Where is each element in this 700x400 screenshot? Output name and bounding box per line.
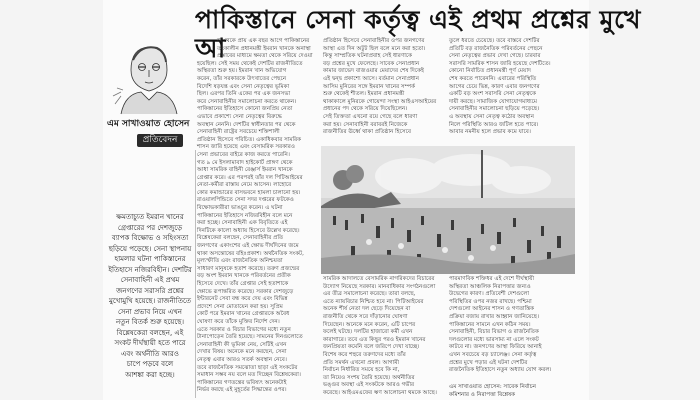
body-line: ক্ষোভে রূপান্তরিত করেছে। সরকার দেশজুড়ে [197,288,294,295]
column-rule [195,150,196,398]
body-line: করা হয়। সেনাবাহিনী বরাবরই নিজেকে [323,121,408,128]
body-line: সেনাবাহিনী রাষ্ট্রের সবচেয়ে শক্তিশালী [197,129,280,136]
body-line: পাকিস্তানের গণতন্ত্রের ভবিষ্যৎ অনেকটাই [197,379,287,386]
body-line: বিক্ষোভকারীরা ভাঙচুর করেন। এ ঘটনা [197,205,283,212]
body-line: করে সেনাবাহিনীর সমালোচনা করতে থাকেন। [197,98,297,105]
body-line: এর তীব্র সমালোচনা করেছে। তারা বলছে, [323,291,416,298]
body-line: তা নিয়েও সংশয় তৈরি হয়েছে। অর্থনীতির [323,374,415,381]
body-line: শাসন জারি হয়েছে এবং বেসামরিক সরকারও [197,144,295,151]
body-line: দেশগুলো আইনের শাসন ও গণতান্ত্রিক [449,306,535,313]
body-line: বড় প্রশ্নের মুখে ফেলেছে। সাবেক সেনাপ্রধান [323,60,420,67]
author-note-line: এম সাখাওয়াত হোসেন: সাবেক নির্বাচন [449,384,536,390]
sidebar-summary [106,212,194,380]
body-line: অনেক শীর্ষ নেতা দল ছেড়ে দিয়েছেন বা [323,306,411,313]
body-line: ইন্টারনেট সেবা বন্ধ করে দেয় এবং বিভিন্ন [197,296,288,303]
aside-line: ক্ষমতাচ্যুত ইমরান খানের [116,213,184,221]
newspaper-page [103,0,641,400]
body-line: সরাসরি সামরিক শাসন জারি হয়েছে দেশটিতে। [449,60,551,67]
body-line: নেতৃত্ব এবার আরও সতর্ক অবস্থান নেবে। [197,356,287,363]
body-line: বিদেশি ষড়যন্ত্র এবং সেনা নেতৃত্বের ভূমিকা [197,83,290,90]
body-line: সেনাবাহিনীর সমালোচনা ছড়িয়ে পড়েছে। [449,106,540,113]
body-line: কারাগারে। তবে এত কিছুর পরও ইমরান খানের [323,336,426,343]
body-column-2 [323,38,449,142]
body-column-3-lower [449,276,575,382]
body-line: কামার জাভেদ বাজওয়ার মেয়াদের শেষ দিকেই [323,68,424,75]
body-column-2-lower [323,276,449,400]
body-line: নির্ভর করছে এই মুহূর্তের সিদ্ধান্তের ওপর। [197,387,287,394]
body-line: ঘোষণা করে তাঁকে মুক্তির নির্দেশ দেন। [197,318,280,325]
body-line: এখন সবচেয়ে বড় চ্যালেঞ্জ। সেনা কর্তৃত্ব [449,351,537,358]
body-line: আসিম মুনিরের সঙ্গে ইমরান খানের সম্পর্ক [323,83,416,90]
body-line: দিনটিকে কালো অধ্যায় হিসেবে উল্লেখ করেছে। [197,227,300,234]
body-line: একটি বড় অংশ সরাসরি সেনা নেতৃত্বকে [449,91,537,98]
aside-line: আশঙ্কা করা হচ্ছে। [125,370,175,379]
body-line: প্রধানের পদ থেকে সরিয়ে দিয়েছিলেন। [323,106,408,113]
body-line: দেখার বিষয়। অনেকে মনে করছেন, সেনা [197,349,287,356]
headline: পাকিস্তানে সেনা কর্তৃত্ব এই প্রথম প্রশ্নের মুখে [195,5,641,34]
body-line: প্রদেশে সেনা মোতায়েন করা হয়। সুপ্রিম [197,303,283,310]
body-line: সেনা নেতৃত্বের প্রভাব দেখা গেছে। চারবার [449,53,541,60]
body-line: এভাবে প্রকাশ্যে সেনা নেতৃত্বের বিরুদ্ধে [197,113,282,120]
aside-line: ব্যাপক বিক্ষোভ ও সহিংসতা [111,234,189,242]
body-line: শেষ করতে পারেননি। এবারের পরিস্থিতি [449,75,537,82]
aside-line: হামলার ঘটনা পাকিস্তানের [114,255,186,263]
body-line: সামরিক আদালতে বেসামরিক নাগরিকদের বিচারের [323,276,435,282]
body-line: আস্থা এত দিন অটুট ছিল বলে মনে করা হতো। [323,45,426,52]
body-line: কাটবে না। জনগণের আস্থা ফিরিয়ে আনাই [449,344,542,351]
body-line: দায়ী করছে। সামাজিক যোগাযোগমাধ্যমে [449,98,537,105]
aside-line: এবং অর্থনীতি আরও [121,349,179,358]
body-line: পারমাণবিক শক্তিধর এই দেশে দীর্ঘস্থায়ী [449,276,535,282]
body-line: পরিস্থিতির ওপর নজর রাখছে। পশ্চিমা [449,298,532,305]
news-photo [321,146,575,274]
body-line: এতে ন্যায়বিচার নিশ্চিত হবে না। পিটিআইয়ের [323,298,424,305]
body-line: আধা সামরিক বাহিনী রেঞ্জার্স ইমরান খানকে [197,167,293,174]
aside-line: চাপে পড়বে বলে [126,360,174,368]
body-line: কোনো নির্বাচিত প্রধানমন্ত্রী পূর্ণ মেয়াদ [449,68,531,75]
body-line: দিয়েছেন। অনেকে মনে করেন, এটি চাপের [323,321,416,328]
body-line: রাজনীতির ঊর্ধ্বে থাকা প্রতিষ্ঠান হিসেবে [323,129,411,136]
author-note-line: কমিশনার ও নিরাপত্তা বিশ্লেষক [449,391,516,398]
body-line: শুরু থেকেই শীতল। ইমরান প্রধানমন্ত্রী [323,91,405,98]
aside-line: সংকট দীর্ঘস্থায়ী হতে পারে [114,339,186,347]
body-line: করেছে। আইএমএফের ঋণ আলোচনা থমকে আছে। [323,389,437,396]
body-line: সাধারণ মানুষকে হতাশ করেছে। তরুণ প্রজন্মের [197,265,300,272]
aside-line: বিশ্লেষকেরা বলছেন, এই [116,328,184,337]
body-line: বিশেষ করে শহুরে তরুণদের মধ্যে তাঁর [323,351,406,358]
body-column-3 [449,38,575,142]
aside-line: সেনা প্রভাব নিয়ে এখন [118,307,182,316]
body-line: গ্রেপ্তার করে। এর পরপরই তাঁর দল পিটিআইয়ের [197,174,303,181]
body-line: সেনা প্রভাবের বাইরে কাজ করতে পারেনি। [197,151,290,158]
body-line: বিশ্লেষকেরা বলছেন, সেনাবাহিনীর প্রতি [197,235,284,242]
aside-line: ইতিহাসে নজিরবিহীন। দেশটির [108,265,192,274]
body-line: এতে সরকার ও বিচার বিভাগের মধ্যে নতুন [197,326,291,333]
body-line: তৎকালীন প্রধানমন্ত্রী ইমরান খানকে অনাস্থা [217,45,311,52]
body-line: ফলেই ঘটছে। দলটির হাজারো কর্মী এখন [323,329,413,336]
body-line: করা হচ্ছে। সেনাবাহিনী এক বিবৃতিতে এই [197,220,288,227]
aside-line: জনগণের সরাসরি প্রশ্নের [116,286,184,295]
aside-line: সেনাবাহিনী এই প্রথম [120,276,180,284]
body-line: নিলে পরিস্থিতি আরও জটিল হতে পারে। [449,121,539,128]
body-line: এই দ্বন্দ্ব প্রকাশ্যে আসে। বর্তমান সেনাপ্রধান [323,75,419,82]
body-line: সমাধান সম্ভব নয় বলে মত দিচ্ছেন বিশ্লেষকেরা। [197,372,301,379]
body-line: প্রস্তাবের মাধ্যমে ক্ষমতা থেকে সরিয়ে দেওয়া [217,53,313,60]
body-line: অবস্থান নেননি। দেশটির স্বাধীনতার পর থেকে [197,121,296,128]
body-line: প্রতি সমর্থন এখনো প্রবল। আগামী [323,359,399,366]
body-line: নির্বাচন নির্ধারিত সময়ে হবে কি না, [323,367,400,374]
body-line: পাকিস্তানের সামনে এখন কঠিন সময়। [449,321,531,328]
body-line: উদ্যোগ নিয়েছে সরকার। মানবাধিকার সংগঠনগুলো [323,283,436,290]
body-line: অস্থিরতা আঞ্চলিক নিরাপত্তার জন্যও [449,283,531,290]
aside-line: মুখোমুখি হয়েছে। রাজনীতিতে [108,297,192,305]
body-line: হয়েছিল। সেই সময় থেকেই দেশটির রাজনীতিতে [197,60,303,67]
body-column-1 [195,34,323,398]
body-line: গত ৯ মে ইসলামাবাদ হাইকোর্ট প্রাঙ্গণ থেকে [197,159,293,166]
body-line: সেই তিক্ততা এখনো রয়ে গেছে বলে ধারণা [323,113,418,120]
body-line: কোর্ট পরে ইমরান খানের গ্রেপ্তারকে অবৈধ [197,311,290,318]
body-line: নেতা-কর্মীরা রাস্তায় নেমে আসেন। লাহোরে [197,182,292,189]
body-line: তুলে ধরতে চেয়েছে। তবে বাস্তবে দেশটির [449,38,540,44]
author-portrait [105,34,189,114]
body-line: প্রতিষ্ঠান হিসেবে সেনাবাহিনীর ওপর জনগণের [323,38,425,44]
body-line: পাকিস্তানের ইতিহাসে কোনো জনপ্রিয় নেতা [197,106,293,113]
body-line: মূল্যস্ফীতি এবং রাজনৈতিক অনিশ্চয়তা [197,258,283,265]
body-line: জনগণের একাংশের এই ক্ষোভ দীর্ঘদিনের জমে [197,243,299,250]
body-line: থাকাকালে মুনিরকে গোয়েন্দা সংস্থা আইএসআইয়ের [323,98,437,105]
body-line: রাজনৈতিক ইতিহাসে নতুন অধ্যায় যোগ করল। [449,367,552,374]
body-line: জ থেকে প্রায় এক বছর আগে পাকিস্তানের [217,38,310,44]
body-line: প্রতিষ্ঠান হিসেবে পরিচিত। একাধিকবার সামরিক [197,136,302,143]
body-line: কোর কমান্ডারের বাসভবনে হামলা চালানো হয়। [197,189,301,196]
body-line: করেন, তাঁর সরকারকে উৎখাতের পেছনে [197,75,287,82]
body-line: প্রশ্নের মুখে পড়ার এই ঘটনা দেশটির [449,359,528,366]
body-line: সেনাবাহিনী, বিচার বিভাগ ও রাজনৈতিক [449,329,539,336]
body-line: সেনাবাহিনী কী ভূমিকা নেয়, সেটিই এখন [197,341,287,348]
body-line: হিসেবে দেখে। তাঁর গ্রেপ্তার সেই হতাশাকে [197,281,289,287]
body-line: টানাপোড়েন তৈরি হয়েছে। সামনের দিনগুলোতে [197,334,303,341]
body-line: ভঙ্গুর অবস্থা এই সংকটকে আরও গভীর [323,382,415,389]
author-note [449,384,575,399]
body-line: থাকা অসন্তোষের বহিঃপ্রকাশ। অর্থনৈতিক সংকট, [197,250,304,257]
body-line: বড় অংশ ইমরান খানকে পরিবর্তনের প্রতীক [197,273,291,280]
body-line: তবে রাজনৈতিক সমঝোতা ছাড়া এই সংকটের [197,364,298,371]
body-line: অস্থিরতা শুরু হয়। ইমরান খান অভিযোগ [197,68,287,75]
body-line: জনপ্রিয়তা কমেনি বলে জরিপে দেখা যাচ্ছে। [323,344,420,351]
body-line: উদ্বেগের কারণ। প্রতিবেশী দেশগুলো [449,291,530,298]
body-line: পাকিস্তানের ইতিহাসে নজিরবিহীন বলে মনে [197,212,293,219]
body-line: এ অবস্থায় সেনা নেতৃত্ব কঠোর অবস্থান [449,113,534,120]
body-line: দলগুলোর মধ্যে ভারসাম্য না এলে সংকট [449,336,539,343]
desk-label: প্রতিবেদন [137,134,183,147]
body-line: কিন্তু সাম্প্রতিক ঘটনাপ্রবাহ সেই ধারণাকে [323,53,413,60]
aside-line: গ্রেপ্তারের পর দেশজুড়ে [117,223,183,232]
aside-line: ছড়িয়ে পড়েছে। সেনা স্থাপনায় [108,244,192,253]
body-line: ছিল। এরপর তিনি একের পর এক জনসভা [197,91,291,98]
body-line: আবার নমনীয় হলে প্রভাব কমে যাবে। [449,129,531,136]
body-line: আগের চেয়ে ভিন্ন, কারণ এবার জনগণের [449,83,540,90]
byline: এম সাখাওয়াত হোসেন [107,119,190,129]
drop-cap: আ [195,34,226,64]
body-line: রাজনীতি থেকে সরে দাঁড়ানোর ঘোষণা [323,313,408,320]
body-line: প্রতিটি বড় রাজনৈতিক পরিবর্তনের পেছনে [449,45,543,52]
body-line: প্রক্রিয়া বজায় রাখার আহ্বান জানিয়েছে। [449,313,540,320]
body-line: রাওয়ালপিন্ডিতে সেনা সদর দপ্তরের ফটকেও [197,197,294,204]
aside-line: নতুন বিতর্ক শুরু হয়েছে। [116,318,184,326]
